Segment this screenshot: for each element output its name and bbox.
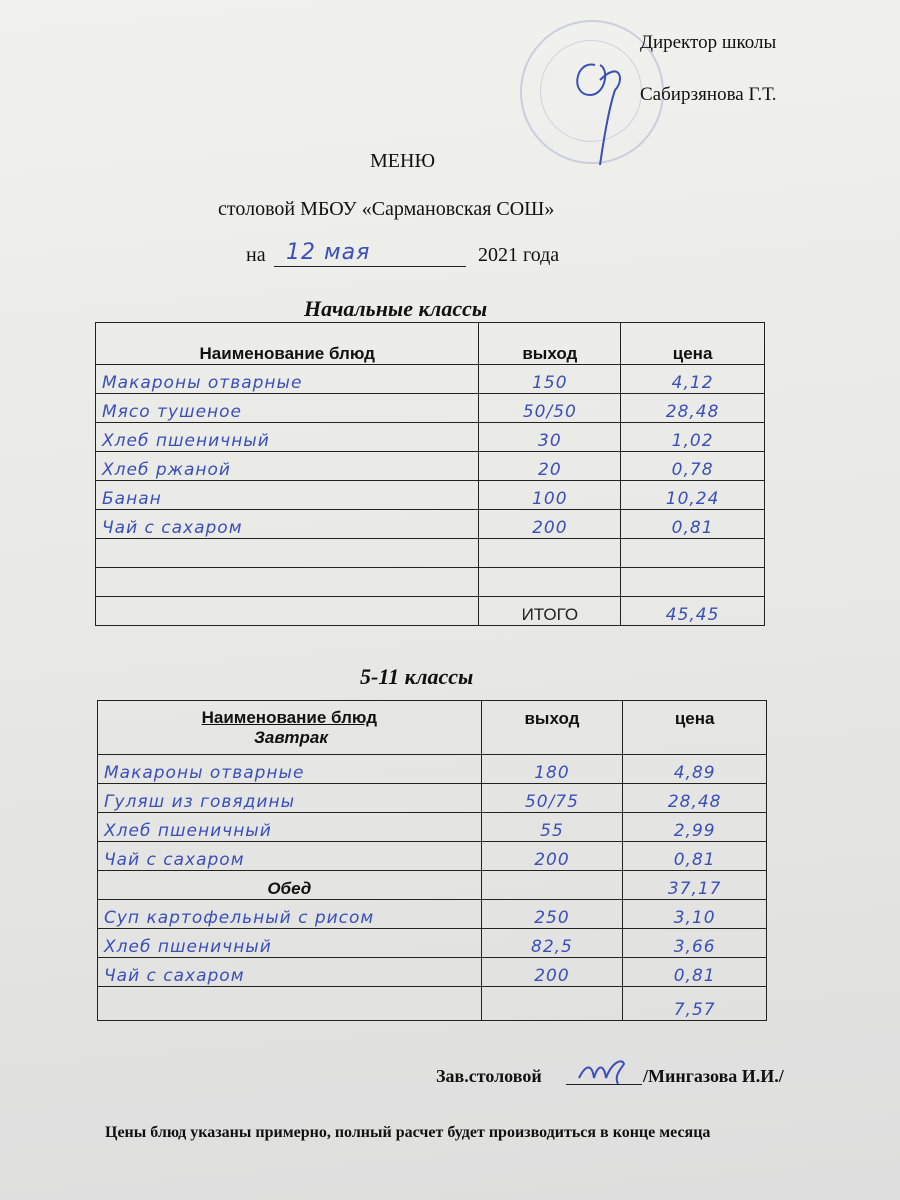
dish-output: 82,5 <box>481 929 623 958</box>
column-header-dish: Наименование блюд <box>96 323 479 365</box>
table-row <box>96 365 765 394</box>
empty-cell <box>96 597 479 626</box>
table-row <box>98 813 767 842</box>
table-row <box>96 481 765 510</box>
table-row <box>98 784 767 813</box>
dish-price: 3,10 <box>623 900 767 929</box>
dish-price: 28,48 <box>621 394 765 423</box>
dish-output: 20 <box>479 452 621 481</box>
dish-price: 28,48 <box>623 784 767 813</box>
director-name: Сабирзянова Г.Т. <box>640 84 777 105</box>
dish-output: 150 <box>479 365 621 394</box>
lunch-total-row <box>98 987 767 1021</box>
column-header-dish-label: Наименование блюд <box>201 707 377 727</box>
date-handwritten: 12 мая <box>286 240 371 265</box>
price-note: Цены блюд указаны примерно, полный расчет будет производиться в конце месяца <box>105 1124 711 1141</box>
dish-name: Хлеб пшеничный <box>98 929 482 958</box>
dish-output: 250 <box>481 900 623 929</box>
senior-section-title: 5-11 классы <box>360 664 474 689</box>
table-row <box>98 842 767 871</box>
date-prefix: на <box>246 244 266 266</box>
dish-output: 200 <box>481 842 623 871</box>
dish-name: Чай с сахаром <box>98 842 482 871</box>
empty-cell <box>481 871 623 900</box>
dish-output: 200 <box>479 510 621 539</box>
table-row-empty <box>96 568 765 597</box>
dish-price: 0,78 <box>621 452 765 481</box>
dish-name: Макароны отварные <box>96 365 479 394</box>
director-title: Директор школы <box>640 32 777 53</box>
table-row <box>98 755 767 784</box>
dish-output: 100 <box>479 481 621 510</box>
total-label: ИТОГО <box>479 597 621 626</box>
dish-output: 50/50 <box>479 394 621 423</box>
lunch-label-cell <box>98 871 482 900</box>
primary-section-title: Начальные классы <box>304 296 488 321</box>
dish-name: Чай с сахаром <box>98 958 482 987</box>
lunch-header-row <box>98 871 767 900</box>
column-header-price: цена <box>621 323 765 365</box>
empty-cell <box>96 539 479 568</box>
dish-name: Банан <box>96 481 479 510</box>
dish-output: 200 <box>481 958 623 987</box>
dish-price: 1,02 <box>621 423 765 452</box>
dish-price: 2,99 <box>623 813 767 842</box>
empty-cell <box>479 568 621 597</box>
dish-name: Суп картофельный с рисом <box>98 900 482 929</box>
lunch-total: 7,57 <box>623 987 767 1021</box>
table-header-row <box>98 701 767 755</box>
empty-cell <box>98 987 482 1021</box>
table-header-row <box>96 323 765 365</box>
dish-name: Макароны отварные <box>98 755 482 784</box>
table-row-empty <box>96 539 765 568</box>
empty-cell <box>621 539 765 568</box>
breakfast-total: 37,17 <box>623 871 767 900</box>
manager-label: Зав.столовой <box>436 1066 542 1086</box>
total-row <box>96 597 765 626</box>
canteen-name: столовой МБОУ «Сармановская СОШ» <box>218 198 555 220</box>
dish-output: 55 <box>481 813 623 842</box>
column-header-output: выход <box>481 701 623 755</box>
dish-price: 4,89 <box>623 755 767 784</box>
lunch-label: Обед <box>267 879 312 898</box>
dish-name: Хлеб пшеничный <box>98 813 482 842</box>
dish-name: Хлеб ржаной <box>96 452 479 481</box>
table-row <box>96 423 765 452</box>
total-value: 45,45 <box>621 597 765 626</box>
senior-menu-table <box>97 700 767 1021</box>
dish-name: Хлеб пшеничный <box>96 423 479 452</box>
dish-price: 3,66 <box>623 929 767 958</box>
empty-cell <box>479 539 621 568</box>
table-row <box>96 510 765 539</box>
breakfast-label: Завтрак <box>254 727 328 747</box>
dish-output: 30 <box>479 423 621 452</box>
dish-price: 0,81 <box>623 842 767 871</box>
date-suffix: 2021 года <box>478 244 560 266</box>
date-underline <box>274 266 466 267</box>
manager-name: /Мингазова И.И./ <box>643 1066 784 1086</box>
menu-title: МЕНЮ <box>370 150 435 172</box>
primary-menu-table <box>95 322 765 626</box>
dish-price: 0,81 <box>621 510 765 539</box>
dish-output: 50/75 <box>481 784 623 813</box>
empty-cell <box>621 568 765 597</box>
column-header-dish <box>98 701 482 755</box>
dish-name: Гуляш из говядины <box>98 784 482 813</box>
dish-output: 180 <box>481 755 623 784</box>
table-row <box>98 958 767 987</box>
column-header-price: цена <box>623 701 767 755</box>
dish-price: 10,24 <box>621 481 765 510</box>
director-signature <box>565 50 635 170</box>
dish-name: Чай с сахаром <box>96 510 479 539</box>
dish-price: 0,81 <box>623 958 767 987</box>
table-row <box>96 394 765 423</box>
empty-cell <box>96 568 479 597</box>
table-row <box>96 452 765 481</box>
manager-signature <box>574 1056 634 1088</box>
table-row <box>98 929 767 958</box>
table-row <box>98 900 767 929</box>
dish-price: 4,12 <box>621 365 765 394</box>
column-header-output: выход <box>479 323 621 365</box>
empty-cell <box>481 987 623 1021</box>
dish-name: Мясо тушеное <box>96 394 479 423</box>
